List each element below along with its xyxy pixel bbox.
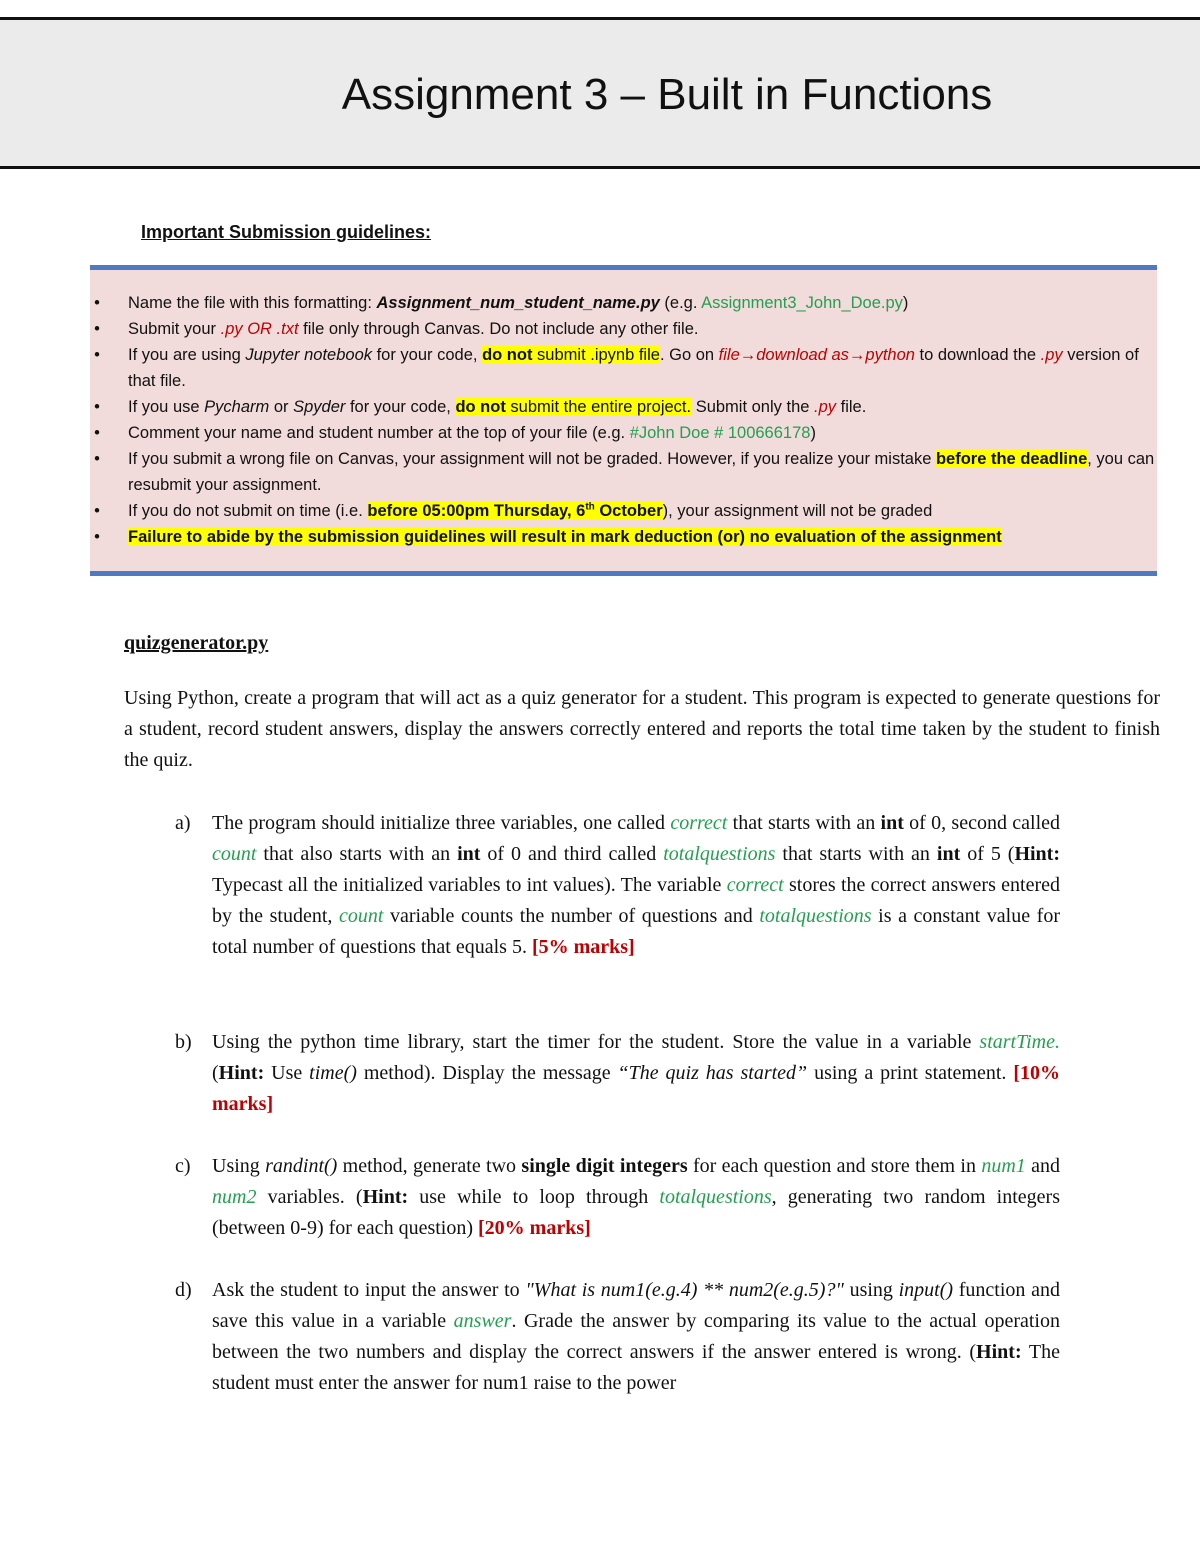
text: submit the entire project. bbox=[505, 398, 692, 416]
text: Ask the student to input the answer to bbox=[212, 1279, 526, 1301]
variable-name: num1 bbox=[981, 1155, 1026, 1177]
text: Typecast all the initialized variables to int values). The variable bbox=[212, 874, 727, 896]
text: ) bbox=[902, 294, 909, 312]
bullet-icon: • bbox=[94, 346, 100, 364]
text: Failure to abide by the submission guidelines will result in mark deduction (or) no evaluation of the assignment bbox=[128, 528, 1002, 546]
hint-label: Hint: bbox=[1014, 843, 1060, 865]
text: single digit integers bbox=[521, 1155, 688, 1177]
marks-badge: [20% marks] bbox=[478, 1217, 591, 1239]
variable-name: num2 bbox=[212, 1186, 257, 1208]
text: file only through Canvas. Do not include any other file. bbox=[298, 320, 699, 338]
guidelines-box bbox=[90, 265, 1157, 576]
method-name: randint() bbox=[265, 1155, 338, 1177]
page-title: Assignment 3 – Built in Functions bbox=[341, 70, 993, 119]
variable-name: correct bbox=[726, 874, 784, 896]
bullet-icon: • bbox=[94, 398, 100, 416]
task-label: c) bbox=[175, 1155, 191, 1177]
task-label: a) bbox=[175, 812, 191, 834]
variable-name: count bbox=[212, 843, 257, 865]
method-name: input() bbox=[898, 1279, 954, 1301]
text: int bbox=[880, 812, 904, 834]
variable-name: answer bbox=[453, 1310, 512, 1332]
text: of 0, second called bbox=[903, 812, 1061, 834]
variable-name: totalquestions bbox=[759, 905, 872, 927]
bullet-icon: • bbox=[94, 528, 100, 546]
hint-label: Hint: bbox=[218, 1062, 265, 1084]
variable-name: count bbox=[338, 905, 384, 927]
menu-path: file→download as→python bbox=[718, 346, 915, 364]
guidelines-list bbox=[90, 290, 1157, 550]
text: do not bbox=[482, 346, 533, 364]
text: variable counts the number of questions and bbox=[383, 905, 760, 927]
text: Using the python time library, start the timer for the student. Store the value in a variable bbox=[212, 1031, 980, 1053]
text: that starts with an bbox=[727, 812, 881, 834]
text: using a print statement. bbox=[807, 1062, 1014, 1084]
bullet-icon: • bbox=[94, 320, 100, 338]
text: Pycharm bbox=[204, 398, 270, 416]
filename-example: Assignment3_John_Doe.py bbox=[701, 294, 903, 312]
guidelines-heading: Important Submission guidelines: bbox=[141, 222, 432, 242]
text: of 0 and third called bbox=[480, 843, 664, 865]
text: version of that file. bbox=[128, 346, 1139, 390]
text: If you use bbox=[128, 398, 205, 416]
guideline-submit bbox=[90, 316, 1157, 342]
text: submit .ipynb file bbox=[532, 346, 660, 364]
text: ( bbox=[212, 1062, 219, 1084]
text: method). Display the message bbox=[356, 1062, 618, 1084]
text: Submit only the bbox=[691, 398, 815, 416]
text: Submit your bbox=[128, 320, 221, 338]
text: function and save this value in a variable bbox=[212, 1279, 1061, 1332]
text: , you can resubmit your assignment. bbox=[128, 450, 1155, 494]
text: to download the bbox=[914, 346, 1041, 364]
comment-example: #John Doe # 100666178 bbox=[629, 424, 811, 442]
text: October bbox=[594, 502, 663, 520]
text: .py bbox=[1040, 346, 1063, 364]
guideline-jupyter bbox=[90, 342, 1157, 394]
text: that starts with an bbox=[775, 843, 937, 865]
variable-name: correct bbox=[670, 812, 728, 834]
marks-badge: [10% marks] bbox=[212, 1062, 1061, 1115]
text: using bbox=[843, 1279, 899, 1301]
text: If you submit a wrong file on Canvas, your assignment will not be graded. However, if you realize your mistake bbox=[128, 450, 936, 468]
text: If you are using bbox=[128, 346, 246, 364]
task-b bbox=[175, 1027, 1060, 1120]
variable-name: totalquestions bbox=[659, 1186, 772, 1208]
text: Use bbox=[264, 1062, 310, 1084]
task-d bbox=[175, 1275, 1060, 1399]
marks-badge: [5% marks] bbox=[531, 936, 635, 958]
task-label: d) bbox=[175, 1279, 192, 1301]
text: of 5 ( bbox=[960, 843, 1015, 865]
text: The program should initialize three variables, one called bbox=[212, 812, 671, 834]
guideline-deadline bbox=[90, 498, 1157, 524]
text: Jupyter notebook bbox=[245, 346, 372, 364]
intro-paragraph: Using Python, create a program that will act as a quiz generator for a student. This program is expected to generate questions for a student, record student answers, display the answers correctly entered and reports the total time taken by the student to finish the quiz. bbox=[124, 687, 1160, 771]
quoted-message: “The quiz has started” bbox=[617, 1062, 808, 1084]
text: Comment your name and student number at the top of your file (e.g. bbox=[128, 424, 630, 442]
guideline-comment bbox=[90, 420, 1157, 446]
text: or bbox=[269, 398, 294, 416]
text: for your code, bbox=[372, 346, 483, 364]
hint-label: Hint: bbox=[362, 1186, 409, 1208]
text: that also starts with an bbox=[256, 843, 458, 865]
filename-format: Assignment_num_student_name.py bbox=[376, 294, 660, 312]
text: .py bbox=[814, 398, 837, 416]
guideline-failure bbox=[90, 524, 1157, 550]
text: use while to loop through bbox=[408, 1186, 660, 1208]
text: Spyder bbox=[293, 398, 346, 416]
task-c bbox=[175, 1151, 1060, 1244]
text: (e.g. bbox=[659, 294, 702, 312]
text: for your code, bbox=[345, 398, 456, 416]
guideline-pycharm bbox=[90, 394, 1157, 420]
text: Name the file with this formatting: bbox=[128, 294, 377, 312]
method-name: time() bbox=[309, 1062, 357, 1084]
text: before the deadline bbox=[935, 450, 1088, 468]
guideline-wrong-file bbox=[90, 446, 1157, 498]
title-banner bbox=[0, 17, 1200, 169]
section-title: quizgenerator.py bbox=[124, 632, 269, 654]
file-types: .py OR .txt bbox=[220, 320, 299, 338]
text: do not bbox=[455, 398, 506, 416]
text: Using bbox=[212, 1155, 266, 1177]
text: variables. ( bbox=[256, 1186, 363, 1208]
text: th bbox=[585, 501, 595, 513]
text: is a constant value for total number of questions that equals 5. bbox=[212, 905, 1060, 958]
variable-name: startTime. bbox=[979, 1031, 1060, 1053]
task-label: b) bbox=[175, 1031, 192, 1053]
guideline-filename bbox=[90, 290, 1157, 316]
variable-name: totalquestions bbox=[663, 843, 776, 865]
text: and bbox=[1025, 1155, 1060, 1177]
text: The student must enter the answer for num1 raise to the power bbox=[212, 1341, 1060, 1394]
text: , generating two random integers (between 0-9) for each question) bbox=[212, 1186, 1060, 1239]
text: method, generate two bbox=[337, 1155, 522, 1177]
bullet-icon: • bbox=[94, 424, 100, 442]
text: stores the correct answers entered by the student, bbox=[212, 874, 1060, 927]
text: int bbox=[936, 843, 961, 865]
quoted-question: "What is num1(e.g.4) ** num2(e.g.5)?" bbox=[525, 1279, 844, 1301]
deadline-date: before 05:00pm Thursday, 6 bbox=[367, 502, 586, 520]
bullet-icon: • bbox=[94, 294, 100, 312]
hint-label: Hint: bbox=[976, 1341, 1022, 1363]
bullet-icon: • bbox=[94, 450, 100, 468]
text: ), your assignment will not be graded bbox=[662, 502, 933, 520]
task-a bbox=[175, 808, 1060, 963]
bullet-icon: • bbox=[94, 502, 100, 520]
text: If you do not submit on time (i.e. bbox=[128, 502, 368, 520]
text: ) bbox=[810, 424, 816, 442]
text: . Go on bbox=[659, 346, 719, 364]
text: int bbox=[457, 843, 481, 865]
text: file. bbox=[836, 398, 867, 416]
text: for each question and store them in bbox=[687, 1155, 982, 1177]
text: . Grade the answer by comparing its value to the actual operation between the two numbers and display the correct answers if the answer entered is wrong. ( bbox=[212, 1310, 1060, 1363]
